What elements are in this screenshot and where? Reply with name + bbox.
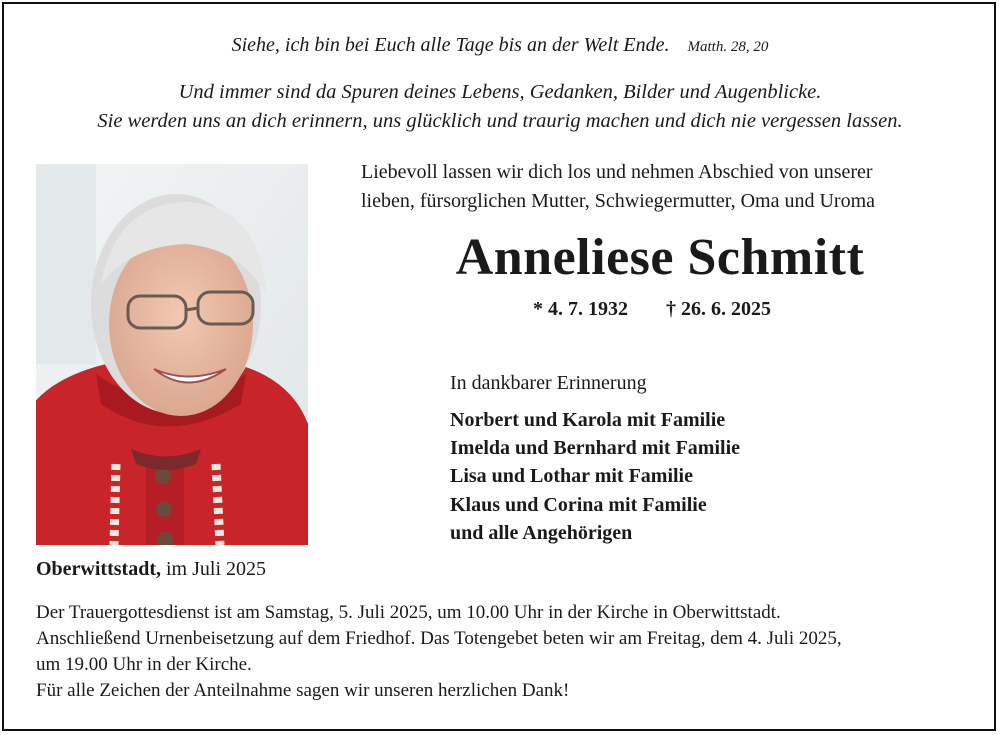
death-date: † 26. 6. 2025 <box>666 298 771 320</box>
place-and-date <box>36 558 266 581</box>
poem <box>0 78 1000 136</box>
portrait-photo <box>36 164 308 545</box>
place-town: Oberwittstadt, <box>36 558 161 580</box>
farewell-intro <box>361 158 981 216</box>
service-line: um 19.00 Uhr in der Kirche. <box>36 654 252 675</box>
poem-line: Sie werden uns an dich erinnern, uns glücklich und traurig machen und dich nie vergessen lassen. <box>97 110 903 132</box>
poem-line: Und immer sind da Spuren deines Lebens, Gedanken, Bilder und Augenblicke. <box>178 81 822 103</box>
bible-verse <box>0 34 1000 57</box>
service-line: Anschließend Urnenbeisetzung auf dem Friedhof. Das Totengebet beten wir am Freitag, dem 4. Juli 2025, <box>36 628 842 649</box>
mourner: und alle Angehörigen <box>450 521 633 544</box>
service-line: Der Trauergottesdienst ist am Samstag, 5. Juli 2025, um 10.00 Uhr in der Kirche in Oberwittstadt. <box>36 602 781 623</box>
thanks-line: Für alle Zeichen der Anteilnahme sagen wir unseren herzlichen Dank! <box>36 680 570 701</box>
service-info <box>36 600 976 704</box>
verse-text: Siehe, ich bin bei Euch alle Tage bis an der Welt Ende. <box>231 34 670 56</box>
mourner: Klaus und Corina mit Familie <box>450 493 707 516</box>
intro-line: lieben, fürsorglichen Mutter, Schwiegermutter, Oma und Uroma <box>361 190 876 212</box>
intro-line: Liebevoll lassen wir dich los und nehmen Abschied von unserer <box>361 161 873 183</box>
place-date: im Juli 2025 <box>165 558 266 580</box>
life-dates <box>533 298 771 321</box>
birth-date: * 4. 7. 1932 <box>533 298 628 320</box>
mourners-list <box>450 406 740 547</box>
mourner: Lisa und Lothar mit Familie <box>450 465 693 488</box>
mourner: Imelda und Bernhard mit Familie <box>450 437 741 460</box>
verse-reference: Matth. 28, 20 <box>687 39 769 55</box>
memory-label: In dankbarer Erinnerung <box>450 372 647 394</box>
deceased-name: Anneliese Schmitt <box>455 229 865 286</box>
mourner: Norbert und Karola mit Familie <box>450 409 726 431</box>
